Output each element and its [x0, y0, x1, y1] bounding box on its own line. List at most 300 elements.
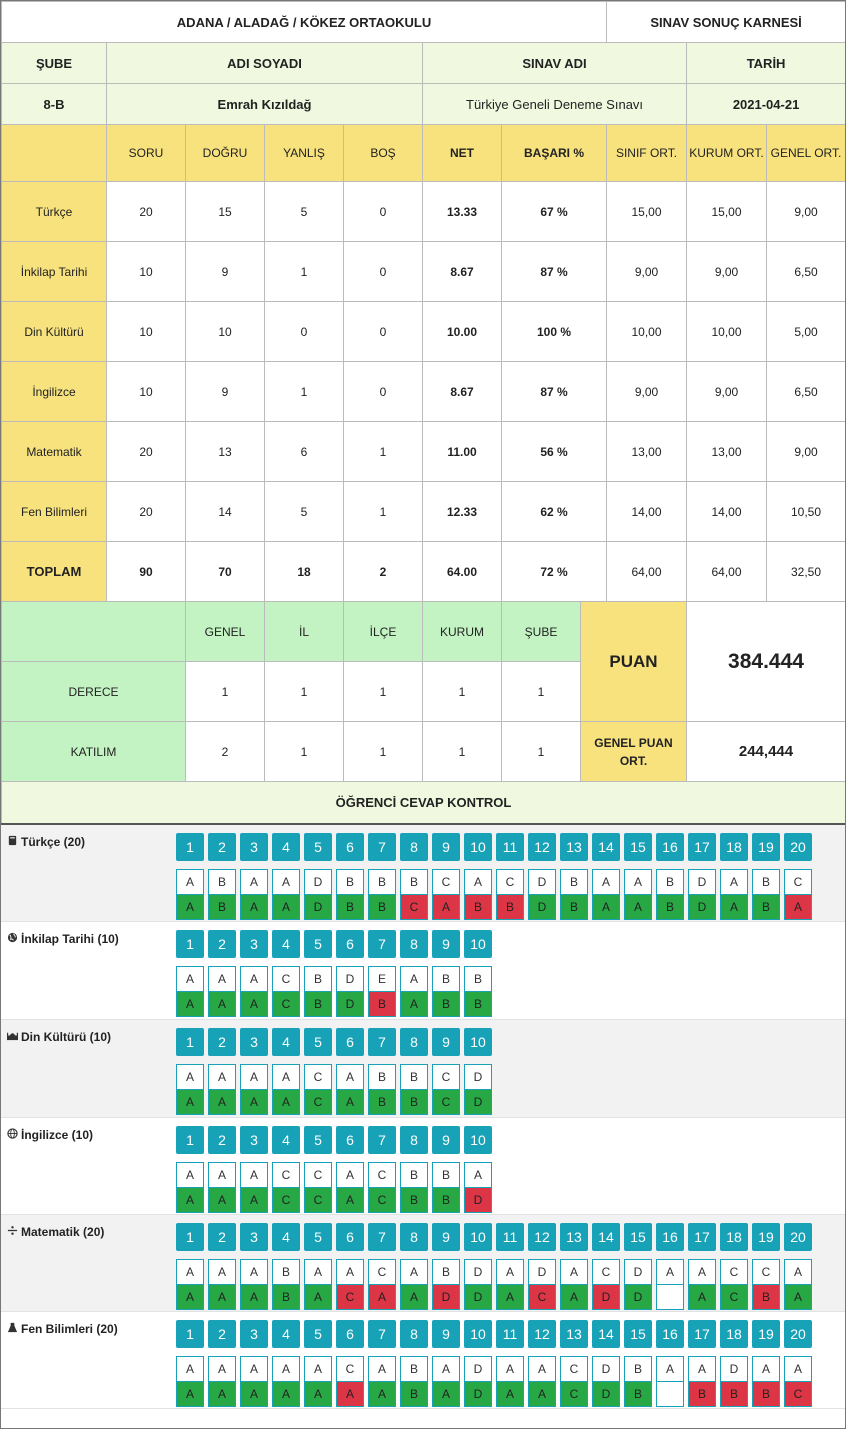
answer-key: D [593, 1357, 619, 1382]
results-corner [2, 125, 107, 182]
student-answer-correct: A [177, 1090, 203, 1114]
answer-cell [272, 1162, 300, 1213]
question-number: 14 [592, 833, 620, 861]
question-number: 13 [560, 1223, 588, 1251]
answer-key: A [465, 1163, 491, 1188]
school-name: ADANA / ALADAĞ / KÖKEZ ORTAOKULU [2, 2, 607, 43]
cell-soru: 10 [107, 302, 186, 362]
student-answer-correct: B [305, 992, 331, 1016]
katilim-value: 1 [502, 722, 581, 782]
answer-check-section [1, 825, 845, 1409]
question-number: 3 [240, 930, 268, 958]
student-answer-correct: A [337, 1188, 363, 1212]
lesson-name: Fen Bilimleri [2, 482, 107, 542]
answer-cell [432, 1356, 460, 1407]
answer-cell [304, 869, 332, 920]
answer-key: B [465, 967, 491, 992]
student-answer-correct: B [753, 895, 779, 919]
total-row [2, 542, 846, 602]
student-answer-wrong: A [433, 895, 459, 919]
subject-label [7, 1322, 118, 1336]
answer-key: A [529, 1357, 555, 1382]
answer-key: A [209, 967, 235, 992]
answer-key: A [337, 1260, 363, 1285]
answer-subject-block [1, 1020, 845, 1118]
results-col-dogru: DOĞRU [186, 125, 265, 182]
answer-key: B [433, 1163, 459, 1188]
student-answer-correct: B [465, 992, 491, 1016]
cell-bos: 1 [344, 422, 423, 482]
student-answer-empty [657, 1382, 683, 1406]
answer-cell [240, 1259, 268, 1310]
answer-row [176, 1064, 496, 1115]
question-number: 13 [560, 833, 588, 861]
student-answer-correct: A [561, 1285, 587, 1309]
answer-cell [336, 1162, 364, 1213]
derece-value: 1 [502, 662, 581, 722]
answer-key: A [689, 1357, 715, 1382]
question-number: 5 [304, 1028, 332, 1056]
answer-key: A [785, 1357, 811, 1382]
question-number: 6 [336, 1223, 364, 1251]
student-answer-correct: A [177, 1188, 203, 1212]
derece-label: DERECE [2, 662, 186, 722]
question-number: 10 [464, 1028, 492, 1056]
question-number: 1 [176, 833, 204, 861]
katilim-value: 1 [265, 722, 344, 782]
ranking-corner [2, 602, 186, 662]
question-number: 5 [304, 930, 332, 958]
student-answer-wrong: B [753, 1285, 779, 1309]
cell-genel: 9,00 [767, 422, 846, 482]
cell-bos: 0 [344, 362, 423, 422]
answer-cell [208, 1356, 236, 1407]
answer-cell [688, 1259, 716, 1310]
lesson-row [2, 482, 846, 542]
cell-soru: 20 [107, 422, 186, 482]
student-answer-correct: D [625, 1285, 651, 1309]
question-number: 17 [688, 833, 716, 861]
question-number: 6 [336, 1126, 364, 1154]
answer-key: C [785, 870, 811, 895]
question-number: 2 [208, 1028, 236, 1056]
cell-basari: 56 % [502, 422, 607, 482]
question-number: 13 [560, 1320, 588, 1348]
cell-bos: 2 [344, 542, 423, 602]
cell-soru: 90 [107, 542, 186, 602]
answer-key: A [209, 1260, 235, 1285]
answer-cell [432, 1064, 460, 1115]
student-answer-correct: C [561, 1382, 587, 1406]
question-number: 6 [336, 1320, 364, 1348]
cell-kurum: 13,00 [687, 422, 767, 482]
answer-key: A [241, 1357, 267, 1382]
question-number: 4 [272, 833, 300, 861]
sube-value: 8-B [2, 84, 107, 125]
answer-cell [304, 1259, 332, 1310]
answer-key: A [337, 1163, 363, 1188]
student-answer-correct: A [177, 1382, 203, 1406]
subject-label [7, 1225, 104, 1239]
cell-sinif: 9,00 [607, 362, 687, 422]
question-number-row [176, 1320, 816, 1348]
lesson-row [2, 422, 846, 482]
results-col-yanlis: YANLIŞ [265, 125, 344, 182]
cell-yanlis: 5 [265, 482, 344, 542]
question-number: 4 [272, 1320, 300, 1348]
student-answer-correct: A [369, 1382, 395, 1406]
question-number: 10 [464, 1126, 492, 1154]
answer-key: C [433, 1065, 459, 1090]
report-title: SINAV SONUÇ KARNESİ [607, 2, 846, 43]
question-number: 2 [208, 1126, 236, 1154]
answer-key: A [657, 1260, 683, 1285]
student-answer-correct: C [305, 1188, 331, 1212]
puan-value: 384.444 [687, 602, 846, 722]
answer-key: A [625, 870, 651, 895]
answer-key: C [305, 1065, 331, 1090]
student-answer-correct: A [241, 992, 267, 1016]
answer-key: A [241, 1065, 267, 1090]
question-number: 16 [656, 1223, 684, 1251]
cell-yanlis: 18 [265, 542, 344, 602]
answer-cell [784, 869, 812, 920]
answer-cell [208, 1259, 236, 1310]
cell-soru: 10 [107, 362, 186, 422]
ranking-table [1, 601, 846, 825]
answer-cell [336, 1356, 364, 1407]
results-col-soru: SORU [107, 125, 186, 182]
results-col-kurum: KURUM ORT. [687, 125, 767, 182]
answer-cell [240, 869, 268, 920]
answer-key: A [337, 1065, 363, 1090]
cell-basari: 72 % [502, 542, 607, 602]
student-answer-correct: D [337, 992, 363, 1016]
subject-label-text: Din Kültürü (10) [21, 1030, 111, 1044]
answer-row [176, 1356, 816, 1407]
answer-key: B [273, 1260, 299, 1285]
answer-cell [240, 1356, 268, 1407]
student-answer-correct: A [209, 1382, 235, 1406]
answer-key: B [369, 870, 395, 895]
answer-cell [464, 1064, 492, 1115]
student-answer-correct: A [273, 895, 299, 919]
lesson-row [2, 362, 846, 422]
answer-key: A [209, 1065, 235, 1090]
question-number: 19 [752, 1223, 780, 1251]
question-number: 1 [176, 1320, 204, 1348]
derece-value: 1 [423, 662, 502, 722]
ranking-col: KURUM [423, 602, 502, 662]
sube-header: ŞUBE [2, 43, 107, 84]
student-answer-correct: C [721, 1285, 747, 1309]
answer-key: B [401, 870, 427, 895]
answer-key: B [209, 870, 235, 895]
lesson-name: İngilizce [2, 362, 107, 422]
exam-name: Türkiye Geneli Deneme Sınavı [423, 84, 687, 125]
cell-sinif: 14,00 [607, 482, 687, 542]
question-number: 2 [208, 930, 236, 958]
answer-cell [368, 869, 396, 920]
subject-label-text: Fen Bilimleri (20) [21, 1322, 118, 1336]
puan-label: PUAN [581, 602, 687, 722]
question-number: 1 [176, 1028, 204, 1056]
question-number: 1 [176, 930, 204, 958]
question-number: 12 [528, 1223, 556, 1251]
student-answer-correct: A [625, 895, 651, 919]
answer-cell [656, 1259, 684, 1310]
question-number: 11 [496, 1223, 524, 1251]
answer-cell [688, 869, 716, 920]
answer-key: A [497, 1260, 523, 1285]
cell-genel: 9,00 [767, 182, 846, 242]
student-answer-correct: A [401, 1285, 427, 1309]
globe-americas-icon [7, 932, 18, 946]
student-answer-correct: A [273, 1090, 299, 1114]
answer-key: D [305, 870, 331, 895]
cell-soru: 20 [107, 482, 186, 542]
student-answer-correct: A [177, 1285, 203, 1309]
answer-cell [176, 869, 204, 920]
student-answer-correct: B [369, 895, 395, 919]
answer-cell [432, 966, 460, 1017]
student-answer-correct: B [401, 1188, 427, 1212]
cell-net: 11.00 [423, 422, 502, 482]
answer-cell [208, 966, 236, 1017]
student-answer-wrong: C [785, 1382, 811, 1406]
cell-dogru: 9 [186, 242, 265, 302]
answer-key: C [433, 870, 459, 895]
student-answer-correct: B [273, 1285, 299, 1309]
answer-cell [528, 1259, 556, 1310]
cell-yanlis: 1 [265, 242, 344, 302]
answer-cell [176, 966, 204, 1017]
ranking-col: GENEL [186, 602, 265, 662]
date-header: TARİH [687, 43, 846, 84]
answer-key: B [657, 870, 683, 895]
subject-label [7, 835, 85, 849]
answer-cell [496, 1259, 524, 1310]
student-answer-wrong: B [497, 895, 523, 919]
question-number: 14 [592, 1320, 620, 1348]
student-answer-correct: A [241, 895, 267, 919]
answer-key: A [593, 870, 619, 895]
question-number: 8 [400, 1126, 428, 1154]
student-answer-correct: A [177, 992, 203, 1016]
answer-cell [560, 1259, 588, 1310]
derece-value: 1 [186, 662, 265, 722]
question-number: 6 [336, 1028, 364, 1056]
flask-icon [7, 1322, 18, 1336]
cell-yanlis: 0 [265, 302, 344, 362]
student-answer-wrong: B [689, 1382, 715, 1406]
question-number: 20 [784, 833, 812, 861]
answer-key: A [273, 1357, 299, 1382]
student-answer-correct: B [209, 895, 235, 919]
answer-cell [368, 1356, 396, 1407]
subject-label-text: İngilizce (10) [21, 1128, 94, 1142]
question-number: 15 [624, 1320, 652, 1348]
answer-key: A [433, 1357, 459, 1382]
answer-key: C [273, 967, 299, 992]
answer-cell [240, 966, 268, 1017]
answer-key: A [209, 1163, 235, 1188]
question-number-row [176, 1223, 816, 1251]
answer-cell [368, 1259, 396, 1310]
answer-cell [304, 1356, 332, 1407]
question-number: 14 [592, 1223, 620, 1251]
answer-cell [464, 1356, 492, 1407]
derece-value: 1 [265, 662, 344, 722]
ranking-header-row [2, 602, 846, 662]
cell-kurum: 14,00 [687, 482, 767, 542]
answer-key: B [369, 1065, 395, 1090]
answer-cell [240, 1162, 268, 1213]
student-answer-correct: C [273, 1188, 299, 1212]
answer-cell [656, 1356, 684, 1407]
cell-net: 8.67 [423, 242, 502, 302]
question-number: 2 [208, 833, 236, 861]
katilim-value: 1 [423, 722, 502, 782]
question-number: 11 [496, 833, 524, 861]
results-table [1, 124, 846, 602]
answer-cell [400, 1162, 428, 1213]
answer-cell [336, 1259, 364, 1310]
answer-cell [240, 1064, 268, 1115]
cell-net: 12.33 [423, 482, 502, 542]
answer-cell [496, 1356, 524, 1407]
question-number: 12 [528, 833, 556, 861]
answer-cell [464, 1259, 492, 1310]
cell-yanlis: 6 [265, 422, 344, 482]
answer-cell [208, 869, 236, 920]
answer-key: A [177, 1065, 203, 1090]
answer-row [176, 1259, 816, 1310]
globe-icon [7, 1128, 18, 1142]
student-answer-correct: A [177, 895, 203, 919]
student-answer-correct: C [369, 1188, 395, 1212]
question-number: 8 [400, 833, 428, 861]
subject-label-text: İnkilap Tarihi (10) [21, 932, 119, 946]
answer-cell [272, 966, 300, 1017]
cell-kurum: 9,00 [687, 242, 767, 302]
question-number: 4 [272, 1028, 300, 1056]
answer-cell [176, 1356, 204, 1407]
student-answer-correct: A [785, 1285, 811, 1309]
answer-key: A [241, 870, 267, 895]
subject-label [7, 1128, 93, 1142]
genel-puan-label: GENEL PUAN ORT. [581, 722, 687, 782]
question-number: 3 [240, 1126, 268, 1154]
cell-genel: 32,50 [767, 542, 846, 602]
answer-key: A [241, 1163, 267, 1188]
cell-genel: 10,50 [767, 482, 846, 542]
lesson-row [2, 182, 846, 242]
cell-kurum: 9,00 [687, 362, 767, 422]
answer-key: D [529, 1260, 555, 1285]
question-number-row [176, 833, 816, 861]
question-number: 7 [368, 833, 396, 861]
divide-icon [7, 1225, 18, 1239]
cell-yanlis: 1 [265, 362, 344, 422]
question-number: 5 [304, 1126, 332, 1154]
answer-key: B [401, 1163, 427, 1188]
exam-date: 2021-04-21 [687, 84, 846, 125]
answer-key: A [209, 1357, 235, 1382]
cell-bos: 0 [344, 302, 423, 362]
cell-sinif: 64,00 [607, 542, 687, 602]
question-number: 10 [464, 1320, 492, 1348]
answer-cell [592, 1259, 620, 1310]
answer-key: B [561, 870, 587, 895]
answer-key: B [433, 1260, 459, 1285]
question-number: 18 [720, 833, 748, 861]
student-answer-wrong: D [465, 1188, 491, 1212]
answer-key: B [401, 1065, 427, 1090]
answer-cell [624, 869, 652, 920]
student-answer-correct: D [529, 895, 555, 919]
student-answer-correct: C [305, 1090, 331, 1114]
question-number: 7 [368, 1320, 396, 1348]
answer-cell [784, 1356, 812, 1407]
answer-key: B [401, 1357, 427, 1382]
answer-cell [528, 1356, 556, 1407]
answer-key: A [401, 967, 427, 992]
cell-genel: 5,00 [767, 302, 846, 362]
subject-label [7, 932, 119, 946]
student-name: Emrah Kızıldağ [107, 84, 423, 125]
answer-key: D [529, 870, 555, 895]
answer-cell [400, 966, 428, 1017]
question-number: 7 [368, 1028, 396, 1056]
genel-puan-value: 244,444 [687, 722, 846, 782]
answer-cell [624, 1356, 652, 1407]
answer-subject-block [1, 922, 845, 1020]
answer-row [176, 966, 496, 1017]
cell-dogru: 13 [186, 422, 265, 482]
answer-key: A [401, 1260, 427, 1285]
answer-key: A [753, 1357, 779, 1382]
cell-kurum: 64,00 [687, 542, 767, 602]
student-answer-correct: D [689, 895, 715, 919]
answer-cell [752, 1356, 780, 1407]
answer-cell [400, 1259, 428, 1310]
answer-cell [272, 1259, 300, 1310]
student-answer-correct: A [337, 1090, 363, 1114]
student-answer-correct: A [241, 1090, 267, 1114]
question-number: 15 [624, 1223, 652, 1251]
lesson-row [2, 302, 846, 362]
cell-basari: 87 % [502, 242, 607, 302]
question-number: 9 [432, 833, 460, 861]
answer-cell [752, 869, 780, 920]
mosque-icon [7, 1030, 18, 1044]
ranking-col: İLÇE [344, 602, 423, 662]
student-answer-correct: A [305, 1285, 331, 1309]
answer-key: A [241, 967, 267, 992]
student-answer-wrong: B [721, 1382, 747, 1406]
question-number: 10 [464, 1223, 492, 1251]
student-answer-correct: A [401, 992, 427, 1016]
cell-net: 8.67 [423, 362, 502, 422]
answer-cell [464, 869, 492, 920]
results-col-bos: BOŞ [344, 125, 423, 182]
answer-cell [432, 869, 460, 920]
answer-key: C [337, 1357, 363, 1382]
question-number: 6 [336, 833, 364, 861]
answer-subject-block [1, 1118, 845, 1215]
answer-key: C [273, 1163, 299, 1188]
